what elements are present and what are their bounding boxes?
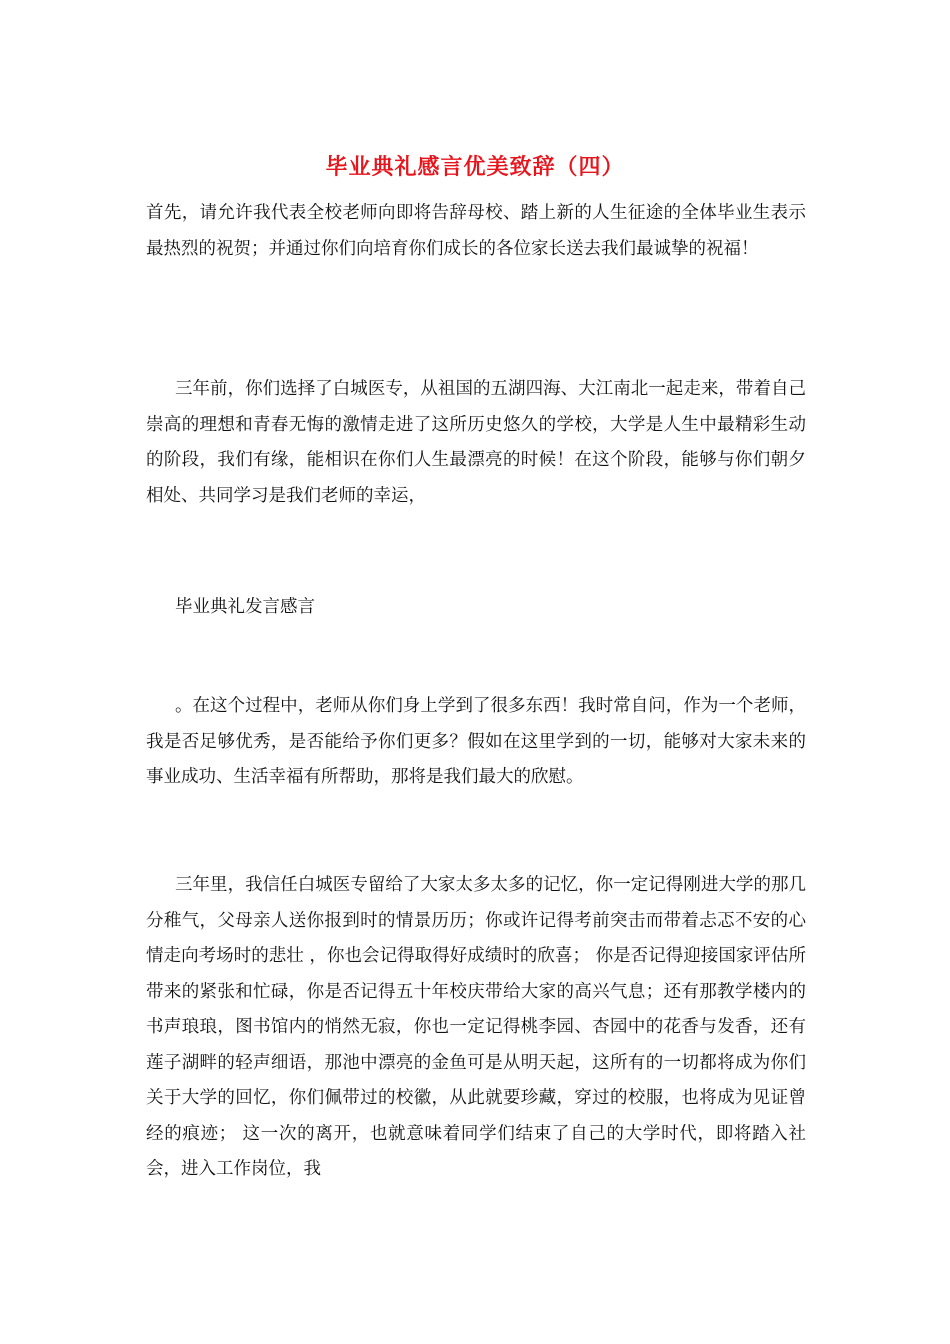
- paragraph-three-years-ago: 三年前，你们选择了白城医专，从祖国的五湖四海、大江南北一起走来，带着自己崇高的理想和青春无悔的激情走进了这所历史悠久的学校，大学是人生中最精彩生动的阶段，我们有缘，能相识在你们人生最漂亮的时候！在这个阶段，能够与你们朝夕相处、共同学习是我们老师的幸运，: [146, 379, 806, 506]
- document-title: 毕业典礼感言优美致辞（四）: [325, 154, 625, 180]
- paragraph-memories: 三年里，我信任白城医专留给了大家太多太多的记忆，你一定记得刚进大学的那几分稚气，父母亲人送你报到时的情景历历；你或许记得考前突击而带着忐忑不安的心情走向考场时的悲壮 ，你也会记得取得好成绩时的欣喜； 你是否记得迎接国家评估所带来的紧张和忙碌，你是否记得五十年校庆带给大家的高兴气息；还有那教学楼内的书声琅琅，图书馆内的悄然无寂，你也一定记得桃李园、杏园中的花香与发香，还有莲子湖畔的轻声细语，那池中漂亮的金鱼可是从明天起，这所有的一切都将成为你们关于大学的回忆，你们佩带过的校徽，从此就要珍藏，穿过的校服，也将成为见证曾经的痕迹； 这一次的离开，也就意味着同学们结束了自己的大学时代，即将踏入社会，进入工作岗位，我: [146, 875, 806, 1179]
- paragraph-subheading: 毕业典礼发言感言: [175, 597, 315, 617]
- paragraph-greeting: 首先，请允许我代表全校老师向即将告辞母校、踏上新的人生征途的全体毕业生表示最热烈的祝贺；并通过你们向培育你们成长的各位家长送去我们最诚挚的祝福！: [146, 203, 806, 259]
- paragraph-teacher-reflection: 。在这个过程中，老师从你们身上学到了很多东西！我时常自问，作为一个老师，我是否足够优秀，是否能给予你们更多？假如在这里学到的一切，能够对大家未来的事业成功、生活幸福有所帮助，那将是我们最大的欣慰。: [146, 696, 806, 787]
